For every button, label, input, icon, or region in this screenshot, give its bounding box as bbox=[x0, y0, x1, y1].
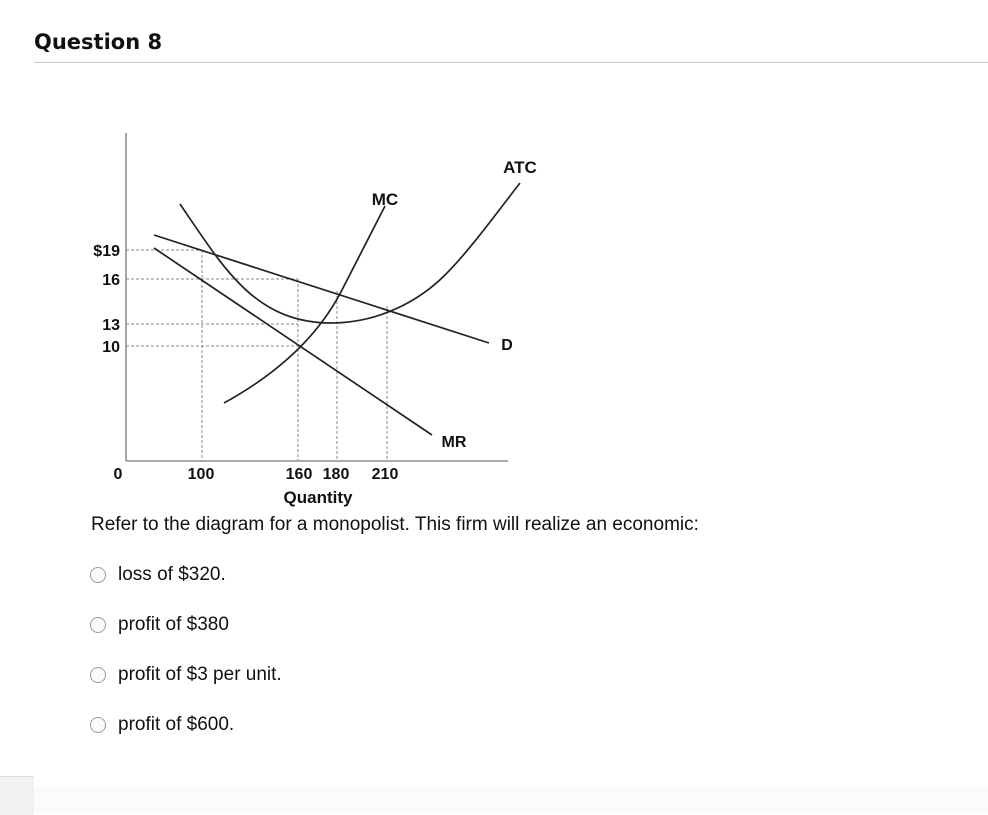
radio-button[interactable] bbox=[90, 567, 106, 583]
footer-panel bbox=[0, 776, 34, 815]
radio-button[interactable] bbox=[90, 717, 106, 733]
answer-option[interactable] bbox=[90, 662, 282, 688]
answer-option-label: profit of $380 bbox=[118, 614, 229, 635]
demand-label: D bbox=[501, 337, 513, 354]
y-tick-label: 13 bbox=[102, 317, 120, 334]
answer-option-label: loss of $320. bbox=[118, 564, 226, 585]
atc-curve bbox=[180, 183, 520, 323]
y-tick-label: 16 bbox=[102, 272, 120, 289]
demand-curve bbox=[154, 235, 489, 343]
x-tick-label: 160 bbox=[285, 466, 313, 483]
footer-strip bbox=[34, 786, 988, 814]
answer-option[interactable] bbox=[90, 562, 282, 588]
x-axis-label: Quantity bbox=[283, 488, 353, 507]
radio-button[interactable] bbox=[90, 617, 106, 633]
answer-options bbox=[90, 562, 282, 762]
y-tick-label: 10 bbox=[102, 339, 120, 356]
question-prompt: Refer to the diagram for a monopolist. This firm will realize an economic: bbox=[91, 514, 699, 535]
y-tick-label: $19 bbox=[93, 243, 120, 260]
answer-option-label: profit of $3 per unit. bbox=[118, 664, 282, 685]
atc-label: ATC bbox=[503, 158, 537, 177]
mc-label: MC bbox=[371, 190, 399, 209]
x-tick-label: 0 bbox=[113, 466, 123, 483]
answer-option-label: profit of $600. bbox=[118, 714, 235, 735]
x-tick-label: 210 bbox=[371, 466, 399, 483]
x-tick-label: 100 bbox=[187, 466, 215, 483]
radio-button[interactable] bbox=[90, 667, 106, 683]
mc-curve bbox=[224, 206, 385, 403]
question-title: Question 8 bbox=[34, 30, 163, 54]
answer-option[interactable] bbox=[90, 612, 282, 638]
mr-label: MR bbox=[441, 434, 467, 451]
x-tick-label: 180 bbox=[322, 466, 350, 483]
mr-curve bbox=[154, 248, 432, 435]
answer-option[interactable] bbox=[90, 712, 282, 738]
